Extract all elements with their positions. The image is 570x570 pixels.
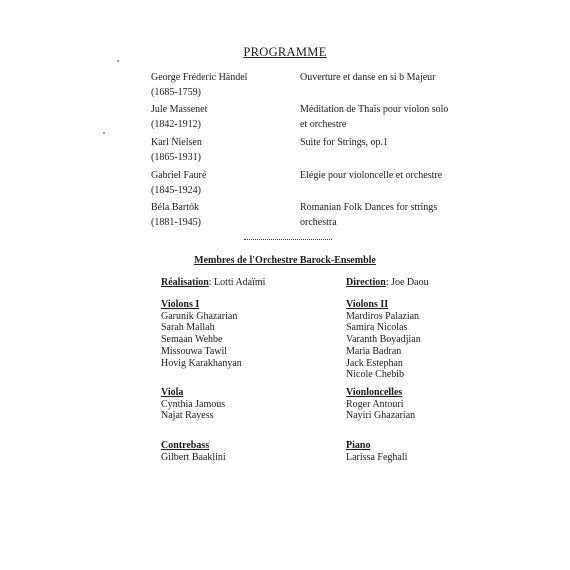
work-title: Romanian Folk Dances for strings bbox=[300, 202, 438, 213]
member-name: Cynthia Jamous bbox=[161, 398, 226, 410]
composer-dates: (1881-1945) bbox=[151, 217, 201, 228]
section-title: Violons I bbox=[161, 299, 200, 310]
work-title-continued: et orchestre bbox=[300, 119, 347, 130]
work-title: Suite for Strings, op.1 bbox=[300, 137, 389, 148]
work-title-continued: orchestra bbox=[300, 217, 337, 228]
composer-dates: (1685-1759) bbox=[151, 87, 201, 98]
member-name: Nicole Chebib bbox=[346, 369, 405, 381]
composer-dates: (1842-1912) bbox=[151, 119, 201, 130]
scan-speck bbox=[117, 60, 119, 62]
member-name: Missouwa Tawil bbox=[161, 345, 228, 357]
member-name: Najat Rayess bbox=[161, 410, 214, 422]
composer-name: Béla Bartók bbox=[151, 202, 200, 213]
member-name: Maria Badran bbox=[346, 345, 402, 357]
section-title: Violons II bbox=[346, 299, 389, 310]
composer-dates: (1865-1931) bbox=[151, 152, 201, 163]
section-title: Vionloncelles bbox=[346, 387, 403, 398]
realisation-value: : Lotti Adaïmi bbox=[208, 277, 266, 288]
member-name: Hovig Karakhanyan bbox=[161, 357, 242, 369]
orchestra-title: Membres de l'Orchestre Barock-Ensemble bbox=[194, 255, 376, 266]
member-name: Larissa Feghali bbox=[346, 451, 408, 463]
dotted-divider bbox=[244, 239, 332, 240]
scan-speck bbox=[103, 132, 105, 134]
section-violons-1 bbox=[161, 299, 242, 369]
section-title: Piano bbox=[346, 440, 371, 451]
section-violons-2 bbox=[346, 299, 421, 381]
member-name: Semaan Wehbe bbox=[161, 334, 223, 346]
realisation-line bbox=[161, 277, 265, 288]
member-name: Gilbert Baaklini bbox=[161, 451, 226, 463]
realisation-label: Réalisation bbox=[161, 277, 209, 288]
composer-name: Karl Nielsen bbox=[151, 137, 202, 148]
work-title: Méditation de Thaïs pour violon solo bbox=[300, 104, 449, 115]
section-title: Viola bbox=[161, 387, 184, 398]
member-name: Jack Estephan bbox=[346, 357, 403, 369]
section-violoncelles bbox=[346, 387, 415, 422]
section-contrebass bbox=[161, 440, 226, 463]
section-viola bbox=[161, 387, 225, 422]
composer-dates: (1845-1924) bbox=[151, 185, 201, 196]
member-name: Nayiri Ghazarian bbox=[346, 410, 416, 422]
direction-value: : Joe Daou bbox=[385, 277, 429, 288]
work-title: Ouverture et danse en si b Majeur bbox=[300, 72, 436, 83]
member-name: Sarah Mallah bbox=[161, 322, 215, 334]
programme-title: PROGRAMME bbox=[243, 45, 327, 59]
member-name: Garunik Ghazarian bbox=[161, 310, 238, 322]
work-title: Elégie pour violoncelle et orchestre bbox=[300, 170, 443, 181]
section-piano bbox=[346, 440, 407, 463]
direction-line bbox=[346, 277, 429, 288]
member-name: Samira Nicolas bbox=[346, 322, 408, 334]
member-name: Varanth Boyadjian bbox=[346, 334, 421, 346]
composer-name: Gabriel Fauré bbox=[151, 170, 207, 181]
composer-name: Jule Massenet bbox=[151, 104, 208, 115]
direction-label: Direction bbox=[346, 277, 386, 288]
section-title: Contrebass bbox=[161, 440, 210, 451]
member-name: Roger Antouri bbox=[346, 398, 404, 410]
composer-name: George Fréderic Händel bbox=[151, 72, 248, 83]
member-name: Mardiros Palazian bbox=[346, 310, 420, 322]
